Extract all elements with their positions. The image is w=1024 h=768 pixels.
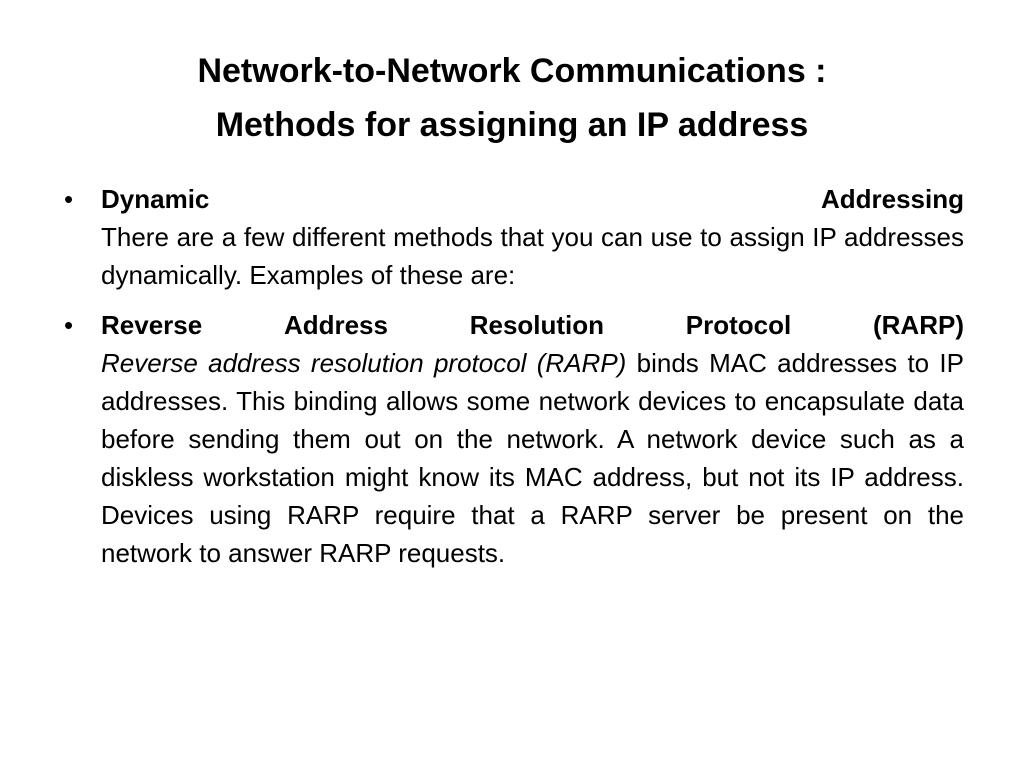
heading-word: Addressing (820, 184, 964, 214)
bullet-heading (101, 180, 964, 218)
heading-word: Resolution (469, 310, 605, 340)
heading-word: (RARP) (872, 310, 964, 340)
slide-title (60, 44, 964, 152)
title-line-1: Network-to-Network Communications : (197, 52, 827, 90)
bullet-icon: • (64, 310, 74, 340)
bullet-icon: • (64, 184, 74, 214)
heading-word: Dynamic (101, 184, 210, 214)
bullet-rarp (60, 306, 964, 572)
bullet-heading (101, 306, 964, 344)
bullet-dynamic-addressing (60, 180, 964, 294)
heading-word: Protocol (685, 310, 792, 340)
bullet-body-rest: binds MAC addresses to IP addresses. This binding allows some network devices to encapsulate data before sending them out on the network. A network device such as a diskless workstation might know its MAC address, but not its IP address. Devices using RARP require that a RARP server be present on the network to answer RARP requests. (101, 348, 964, 568)
bullet-list (60, 180, 964, 584)
rarp-term: Reverse address resolution protocol (RARP) (101, 348, 627, 378)
bullet-body: There are a few different methods that you can use to assign IP addresses dynamically. Examples of these are: (101, 222, 964, 290)
heading-word: Reverse (101, 310, 203, 340)
heading-word: Address (283, 310, 388, 340)
title-line-2: Methods for assigning an IP address (215, 106, 809, 144)
bullet-body (101, 344, 964, 572)
